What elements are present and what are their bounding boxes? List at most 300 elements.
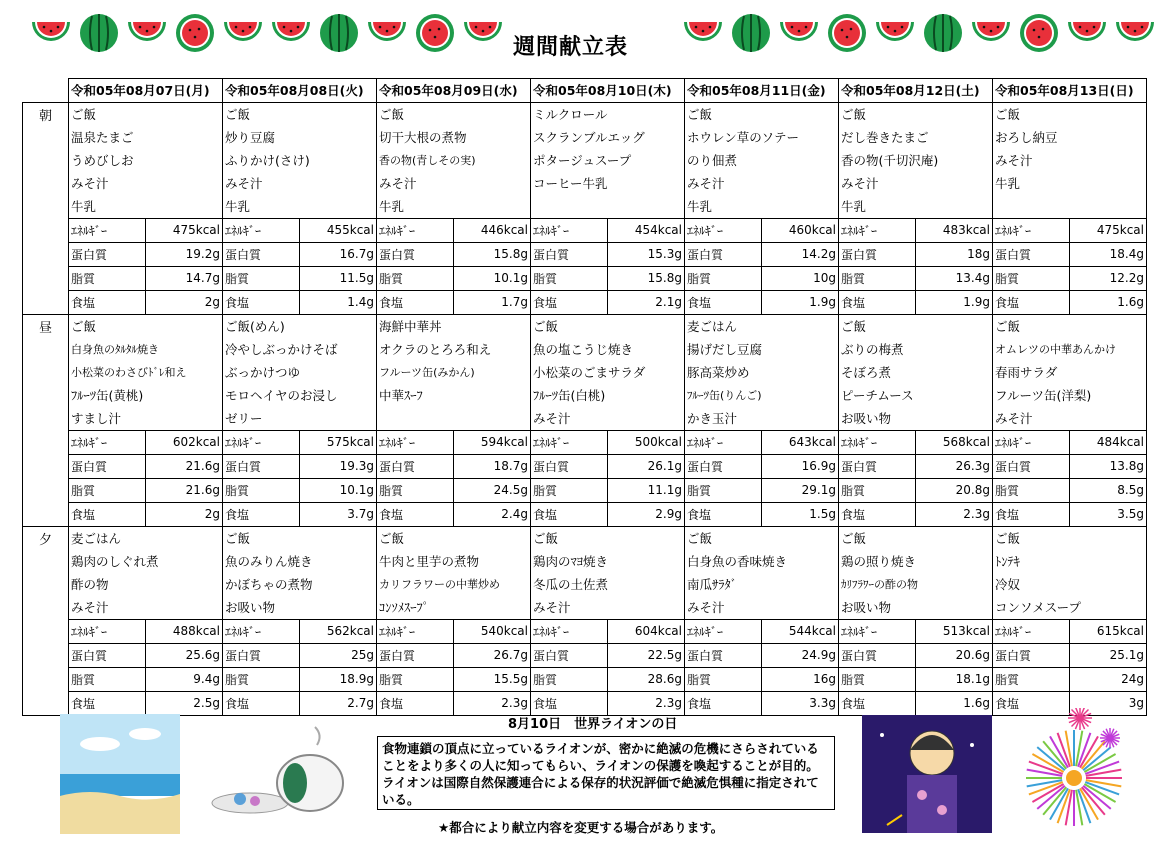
nutrition-value-protein: 14.2g (762, 242, 839, 266)
menu-item: 小松菜のわさびﾄﾞﾚ和え (69, 361, 223, 384)
nutrition-label-energy: ｴﾈﾙｷﾞｰ (993, 430, 1070, 454)
menu-item: うめびしお (69, 149, 223, 172)
meal-spacer (23, 643, 69, 667)
watermelon-slice-icon (778, 12, 820, 54)
menu-item: 麦ごはん (685, 314, 839, 338)
nutrition-label-salt: 食塩 (531, 502, 608, 526)
meal-spacer (23, 172, 69, 195)
nutrition-label-salt: 食塩 (69, 502, 146, 526)
nutrition-value-fat: 10g (762, 266, 839, 290)
menu-row (23, 195, 1147, 219)
menu-item: ｺﾝｿﾒｽｰﾌﾟ (377, 596, 531, 620)
nutrition-value-energy: 475kcal (1070, 218, 1147, 242)
menu-item: ミルクロール (531, 102, 685, 126)
menu-item: 牛乳 (993, 172, 1147, 195)
nutrition-value-energy: 562kcal (300, 619, 377, 643)
watermelon-slice-icon (1114, 12, 1156, 54)
nutrition-label-protein: 蛋白質 (531, 643, 608, 667)
menu-item: 冷奴 (993, 573, 1147, 596)
menu-item: みそ汁 (993, 407, 1147, 431)
nutrition-value-fat: 18.1g (916, 667, 993, 691)
nutrition-value-salt: 3.7g (300, 502, 377, 526)
menu-row (23, 550, 1147, 573)
meal-spacer (23, 218, 69, 242)
nutrition-value-fat: 13.4g (916, 266, 993, 290)
menu-item: だし巻きたまご (839, 126, 993, 149)
nutrition-label-fat: 脂質 (69, 478, 146, 502)
nutrition-label-fat: 脂質 (377, 667, 454, 691)
menu-item: ご飯 (685, 102, 839, 126)
nutrition-value-energy: 455kcal (300, 218, 377, 242)
nutrition-value-energy: 488kcal (146, 619, 223, 643)
menu-item: ご飯 (531, 314, 685, 338)
nutrition-label-energy: ｴﾈﾙｷﾞｰ (685, 619, 762, 643)
meal-spacer (23, 126, 69, 149)
menu-item: みそ汁 (223, 172, 377, 195)
nutrition-value-fat: 11.1g (608, 478, 685, 502)
nutrition-label-protein: 蛋白質 (69, 242, 146, 266)
watermelon-slice-icon (30, 12, 72, 54)
nutrition-value-salt: 2.5g (146, 691, 223, 715)
day-header: 令和05年08月08日(火) (223, 79, 377, 103)
nutrition-value-energy: 483kcal (916, 218, 993, 242)
menu-item: ご飯 (685, 526, 839, 550)
nutrition-value-protein: 25g (300, 643, 377, 667)
menu-item: ご飯 (377, 102, 531, 126)
nutrition-row-fat (23, 478, 1147, 502)
nutrition-label-fat: 脂質 (685, 266, 762, 290)
nutrition-value-fat: 16g (762, 667, 839, 691)
nutrition-label-fat: 脂質 (839, 667, 916, 691)
nutrition-label-energy: ｴﾈﾙｷﾞｰ (839, 430, 916, 454)
nutrition-value-fat: 10.1g (454, 266, 531, 290)
menu-item: ご飯 (993, 526, 1147, 550)
nutrition-label-energy: ｴﾈﾙｷﾞｰ (69, 430, 146, 454)
menu-item: ご飯 (377, 526, 531, 550)
menu-item: 温泉たまご (69, 126, 223, 149)
nutrition-label-fat: 脂質 (685, 478, 762, 502)
meal-spacer (23, 338, 69, 361)
menu-item: 牛乳 (839, 195, 993, 219)
menu-row (23, 149, 1147, 172)
menu-item: ﾌﾙｰﾂ缶(黄桃) (69, 384, 223, 407)
nutrition-row-protein (23, 454, 1147, 478)
watermelon-slice-icon (1066, 12, 1108, 54)
nutrition-label-energy: ｴﾈﾙｷﾞｰ (377, 218, 454, 242)
meal-label: 昼 (23, 314, 69, 338)
nutrition-label-fat: 脂質 (377, 478, 454, 502)
nutrition-label-salt: 食塩 (69, 290, 146, 314)
nutrition-value-energy: 475kcal (146, 218, 223, 242)
nutrition-value-energy: 454kcal (608, 218, 685, 242)
watermelon-slice-icon (682, 12, 724, 54)
event-title: 8月10日 世界ライオンの日 (508, 717, 678, 732)
day-header: 令和05年08月12日(土) (839, 79, 993, 103)
nutrition-value-protein: 19.3g (300, 454, 377, 478)
nutrition-label-salt: 食塩 (531, 290, 608, 314)
weekly-menu-table (22, 78, 1147, 716)
menu-item: ゼリー (223, 407, 377, 431)
nutrition-label-protein: 蛋白質 (377, 454, 454, 478)
nutrition-label-energy: ｴﾈﾙｷﾞｰ (531, 430, 608, 454)
watermelon-slice-icon (462, 12, 504, 54)
nutrition-row-salt (23, 502, 1147, 526)
nutrition-label-energy: ｴﾈﾙｷﾞｰ (531, 619, 608, 643)
nutrition-label-protein: 蛋白質 (377, 643, 454, 667)
menu-item: 南瓜ｻﾗﾀﾞ (685, 573, 839, 596)
meal-spacer (23, 550, 69, 573)
nutrition-label-protein: 蛋白質 (993, 242, 1070, 266)
lion-day-info-box: 食物連鎖の頂点に立っているライオンが、密かに絶滅の危機にさらされていることをより多くの人に知ってもらい、ライオンの保護を喚起することが目的。ライオンは国際自然保護連合による保存的状況評価で絶滅危惧種に指定されている。 (377, 736, 835, 810)
nutrition-label-fat: 脂質 (531, 266, 608, 290)
menu-item: ご飯 (993, 314, 1147, 338)
menu-item: ご飯 (839, 526, 993, 550)
nutrition-label-energy: ｴﾈﾙｷﾞｰ (993, 218, 1070, 242)
meal-spacer (23, 149, 69, 172)
nutrition-label-energy: ｴﾈﾙｷﾞｰ (377, 430, 454, 454)
watermelon-slice-icon (126, 12, 168, 54)
watermelon-icon (922, 12, 964, 54)
meal-spacer (23, 691, 69, 715)
menu-item: フルーツ缶(洋梨) (993, 384, 1147, 407)
meal-spacer (23, 242, 69, 266)
meal-spacer (23, 430, 69, 454)
menu-row (23, 361, 1147, 384)
menu-item: ホウレン草のソテー (685, 126, 839, 149)
nutrition-value-salt: 2.3g (916, 502, 993, 526)
watermelon-slice-icon (826, 12, 868, 54)
nutrition-value-energy: 544kcal (762, 619, 839, 643)
menu-item: ご飯 (223, 526, 377, 550)
nutrition-value-salt: 2g (146, 502, 223, 526)
menu-item: 鶏肉のしぐれ煮 (69, 550, 223, 573)
menu-row (23, 102, 1147, 126)
nutrition-value-salt: 1.6g (1070, 290, 1147, 314)
nutrition-value-fat: 9.4g (146, 667, 223, 691)
nutrition-value-energy: 602kcal (146, 430, 223, 454)
menu-item: のり佃煮 (685, 149, 839, 172)
nutrition-value-protein: 20.6g (916, 643, 993, 667)
nutrition-label-energy: ｴﾈﾙｷﾞｰ (223, 619, 300, 643)
meal-spacer (23, 195, 69, 219)
menu-row (23, 596, 1147, 620)
nutrition-value-protein: 13.8g (1070, 454, 1147, 478)
nutrition-label-salt: 食塩 (839, 502, 916, 526)
menu-item: 鶏肉のﾏﾖ焼き (531, 550, 685, 573)
menu-item: 白身魚の香味焼き (685, 550, 839, 573)
menu-item: かき玉汁 (685, 407, 839, 431)
nutrition-value-fat: 18.9g (300, 667, 377, 691)
nutrition-label-protein: 蛋白質 (223, 643, 300, 667)
menu-item: 魚の塩こうじ焼き (531, 338, 685, 361)
menu-item: 豚高菜炒め (685, 361, 839, 384)
nutrition-value-protein: 15.8g (454, 242, 531, 266)
page-title: 週間献立表 (513, 35, 629, 60)
menu-item: 揚げだし豆腐 (685, 338, 839, 361)
nutrition-row-protein (23, 643, 1147, 667)
nutrition-row-salt (23, 290, 1147, 314)
nutrition-value-salt: 3.3g (762, 691, 839, 715)
nutrition-value-fat: 8.5g (1070, 478, 1147, 502)
nutrition-label-fat: 脂質 (993, 266, 1070, 290)
menu-item: モロヘイヤのお浸し (223, 384, 377, 407)
nutrition-label-fat: 脂質 (685, 667, 762, 691)
nutrition-value-fat: 21.6g (146, 478, 223, 502)
nutrition-value-fat: 24.5g (454, 478, 531, 502)
nutrition-value-salt: 1.4g (300, 290, 377, 314)
menu-item: ｶﾘﾌﾗﾜｰの酢の物 (839, 573, 993, 596)
day-header: 令和05年08月10日(木) (531, 79, 685, 103)
menu-item: ご飯 (69, 314, 223, 338)
change-notice: ★都合により献立内容を変更する場合があります。 (438, 820, 724, 835)
nutrition-value-fat: 12.2g (1070, 266, 1147, 290)
nutrition-label-protein: 蛋白質 (839, 454, 916, 478)
menu-item: 冷やしぶっかけそば (223, 338, 377, 361)
menu-item: 牛乳 (69, 195, 223, 219)
nutrition-label-fat: 脂質 (531, 667, 608, 691)
nutrition-row-fat (23, 266, 1147, 290)
watermelon-slice-icon (222, 12, 264, 54)
nutrition-label-salt: 食塩 (223, 290, 300, 314)
watermelon-slice-icon (270, 12, 312, 54)
meal-label: 夕 (23, 526, 69, 550)
nutrition-label-protein: 蛋白質 (531, 454, 608, 478)
nutrition-label-salt: 食塩 (377, 691, 454, 715)
nutrition-value-fat: 15.8g (608, 266, 685, 290)
nutrition-row-fat (23, 667, 1147, 691)
menu-item (993, 195, 1147, 219)
menu-row (23, 526, 1147, 550)
menu-item: みそ汁 (685, 596, 839, 620)
nutrition-row-salt (23, 691, 1147, 715)
menu-item: 牛乳 (377, 195, 531, 219)
fireworks-illustration (1010, 708, 1138, 836)
menu-item: 牛乳 (685, 195, 839, 219)
menu-item: 春雨サラダ (993, 361, 1147, 384)
nutrition-label-salt: 食塩 (685, 502, 762, 526)
nutrition-label-protein: 蛋白質 (685, 242, 762, 266)
menu-item: 切干大根の煮物 (377, 126, 531, 149)
menu-item: オムレツの中華あんかけ (993, 338, 1147, 361)
watermelon-icon (318, 12, 360, 54)
day-header: 令和05年08月13日(日) (993, 79, 1147, 103)
menu-item: ご飯 (223, 102, 377, 126)
menu-item: 冬瓜の土佐煮 (531, 573, 685, 596)
nutrition-value-salt: 3.5g (1070, 502, 1147, 526)
nutrition-value-protein: 26.1g (608, 454, 685, 478)
meal-spacer (23, 266, 69, 290)
menu-item: 魚のみりん焼き (223, 550, 377, 573)
menu-item: ご飯(めん) (223, 314, 377, 338)
nutrition-label-protein: 蛋白質 (993, 454, 1070, 478)
menu-item: みそ汁 (531, 407, 685, 431)
menu-item: 炒り豆腐 (223, 126, 377, 149)
nutrition-label-protein: 蛋白質 (377, 242, 454, 266)
nutrition-row-protein (23, 242, 1147, 266)
menu-item (531, 195, 685, 219)
nutrition-value-protein: 18g (916, 242, 993, 266)
nutrition-label-fat: 脂質 (531, 478, 608, 502)
nutrition-label-energy: ｴﾈﾙｷﾞｰ (223, 218, 300, 242)
nutrition-row-energy (23, 218, 1147, 242)
menu-item: みそ汁 (993, 149, 1147, 172)
menu-item: ﾄﾝﾃｷ (993, 550, 1147, 573)
nutrition-value-fat: 20.8g (916, 478, 993, 502)
menu-item: 麦ごはん (69, 526, 223, 550)
beach-illustration (60, 714, 180, 834)
nutrition-label-protein: 蛋白質 (69, 454, 146, 478)
nutrition-value-fat: 11.5g (300, 266, 377, 290)
nutrition-row-energy (23, 430, 1147, 454)
nutrition-label-salt: 食塩 (377, 290, 454, 314)
menu-item: フルーツ缶(みかん) (377, 361, 531, 384)
menu-item: すまし汁 (69, 407, 223, 431)
menu-item: ぶりの梅煮 (839, 338, 993, 361)
menu-item: 香の物(千切沢庵) (839, 149, 993, 172)
nutrition-label-energy: ｴﾈﾙｷﾞｰ (839, 619, 916, 643)
nutrition-label-protein: 蛋白質 (839, 242, 916, 266)
menu-row (23, 573, 1147, 596)
nutrition-label-fat: 脂質 (69, 667, 146, 691)
day-header: 令和05年08月11日(金) (685, 79, 839, 103)
watermelon-banner-left (30, 12, 504, 60)
menu-item: おろし納豆 (993, 126, 1147, 149)
nutrition-value-protein: 16.7g (300, 242, 377, 266)
nutrition-value-salt: 2.3g (454, 691, 531, 715)
nutrition-value-salt: 2.3g (608, 691, 685, 715)
nutrition-value-fat: 29.1g (762, 478, 839, 502)
nutrition-label-energy: ｴﾈﾙｷﾞｰ (531, 218, 608, 242)
nutrition-label-fat: 脂質 (223, 478, 300, 502)
nutrition-value-salt: 2g (146, 290, 223, 314)
nutrition-value-protein: 19.2g (146, 242, 223, 266)
nutrition-value-energy: 615kcal (1070, 619, 1147, 643)
nutrition-value-fat: 10.1g (300, 478, 377, 502)
nutrition-value-energy: 604kcal (608, 619, 685, 643)
menu-item: ご飯 (839, 102, 993, 126)
menu-item (377, 407, 531, 431)
menu-item: お吸い物 (839, 596, 993, 620)
watermelon-slice-icon (970, 12, 1012, 54)
meal-spacer (23, 667, 69, 691)
meal-spacer (23, 454, 69, 478)
menu-item: みそ汁 (69, 596, 223, 620)
nutrition-label-fat: 脂質 (223, 667, 300, 691)
nutrition-label-energy: ｴﾈﾙｷﾞｰ (839, 218, 916, 242)
nutrition-label-protein: 蛋白質 (993, 643, 1070, 667)
menu-item: ポタージュスープ (531, 149, 685, 172)
watermelon-slice-icon (874, 12, 916, 54)
nutrition-label-energy: ｴﾈﾙｷﾞｰ (685, 430, 762, 454)
nutrition-value-protein: 25.1g (1070, 643, 1147, 667)
nutrition-label-fat: 脂質 (377, 266, 454, 290)
nutrition-value-salt: 2.4g (454, 502, 531, 526)
nutrition-label-protein: 蛋白質 (223, 242, 300, 266)
nutrition-label-salt: 食塩 (223, 502, 300, 526)
nutrition-value-fat: 28.6g (608, 667, 685, 691)
nutrition-label-salt: 食塩 (685, 290, 762, 314)
nutrition-value-salt: 1.9g (762, 290, 839, 314)
nutrition-label-protein: 蛋白質 (223, 454, 300, 478)
nutrition-value-energy: 643kcal (762, 430, 839, 454)
nutrition-label-energy: ｴﾈﾙｷﾞｰ (685, 218, 762, 242)
nutrition-value-energy: 500kcal (608, 430, 685, 454)
nutrition-value-energy: 446kcal (454, 218, 531, 242)
menu-item: みそ汁 (69, 172, 223, 195)
nutrition-label-fat: 脂質 (993, 667, 1070, 691)
nutrition-value-salt: 1.7g (454, 290, 531, 314)
menu-item: ご飯 (839, 314, 993, 338)
nutrition-value-energy: 484kcal (1070, 430, 1147, 454)
nutrition-label-salt: 食塩 (993, 290, 1070, 314)
nutrition-label-energy: ｴﾈﾙｷﾞｰ (223, 430, 300, 454)
nutrition-value-salt: 2.1g (608, 290, 685, 314)
menu-row (23, 126, 1147, 149)
menu-item: みそ汁 (377, 172, 531, 195)
menu-item: 海鮮中華丼 (377, 314, 531, 338)
nutrition-label-salt: 食塩 (531, 691, 608, 715)
watermelon-slice-icon (366, 12, 408, 54)
nutrition-label-energy: ｴﾈﾙｷﾞｰ (69, 619, 146, 643)
nutrition-value-energy: 575kcal (300, 430, 377, 454)
nutrition-value-fat: 14.7g (146, 266, 223, 290)
nutrition-value-protein: 26.7g (454, 643, 531, 667)
watermelon-slice-icon (174, 12, 216, 54)
menu-item: ご飯 (531, 526, 685, 550)
menu-item: 鶏の照り焼き (839, 550, 993, 573)
menu-item: 香の物(青しその実) (377, 149, 531, 172)
meal-spacer (23, 407, 69, 431)
nutrition-value-protein: 18.4g (1070, 242, 1147, 266)
nutrition-value-energy: 568kcal (916, 430, 993, 454)
nutrition-row-energy (23, 619, 1147, 643)
watermelon-banner-right (682, 12, 1156, 60)
nutrition-label-protein: 蛋白質 (839, 643, 916, 667)
nutrition-label-salt: 食塩 (377, 502, 454, 526)
nutrition-value-protein: 25.6g (146, 643, 223, 667)
menu-item: 牛肉と里芋の煮物 (377, 550, 531, 573)
menu-row (23, 338, 1147, 361)
menu-row (23, 314, 1147, 338)
menu-item: ピーチムース (839, 384, 993, 407)
nutrition-label-protein: 蛋白質 (685, 454, 762, 478)
nutrition-label-protein: 蛋白質 (685, 643, 762, 667)
nutrition-value-protein: 18.7g (454, 454, 531, 478)
nutrition-value-energy: 540kcal (454, 619, 531, 643)
nutrition-value-protein: 24.9g (762, 643, 839, 667)
menu-row (23, 384, 1147, 407)
nutrition-label-protein: 蛋白質 (69, 643, 146, 667)
nutrition-label-energy: ｴﾈﾙｷﾞｰ (993, 619, 1070, 643)
meal-spacer (23, 361, 69, 384)
nutrition-label-fat: 脂質 (993, 478, 1070, 502)
nutrition-label-protein: 蛋白質 (531, 242, 608, 266)
menu-item: 酢の物 (69, 573, 223, 596)
nutrition-value-energy: 513kcal (916, 619, 993, 643)
menu-item: ﾌﾙｰﾂ缶(りんご) (685, 384, 839, 407)
nutrition-label-salt: 食塩 (839, 290, 916, 314)
nutrition-label-fat: 脂質 (69, 266, 146, 290)
header-corner (23, 79, 69, 103)
nutrition-label-fat: 脂質 (223, 266, 300, 290)
nutrition-value-salt: 1.9g (916, 290, 993, 314)
menu-item: みそ汁 (531, 596, 685, 620)
menu-item: お吸い物 (223, 596, 377, 620)
menu-item: みそ汁 (839, 172, 993, 195)
nutrition-label-salt: 食塩 (993, 691, 1070, 715)
meal-spacer (23, 573, 69, 596)
nutrition-value-protein: 26.3g (916, 454, 993, 478)
